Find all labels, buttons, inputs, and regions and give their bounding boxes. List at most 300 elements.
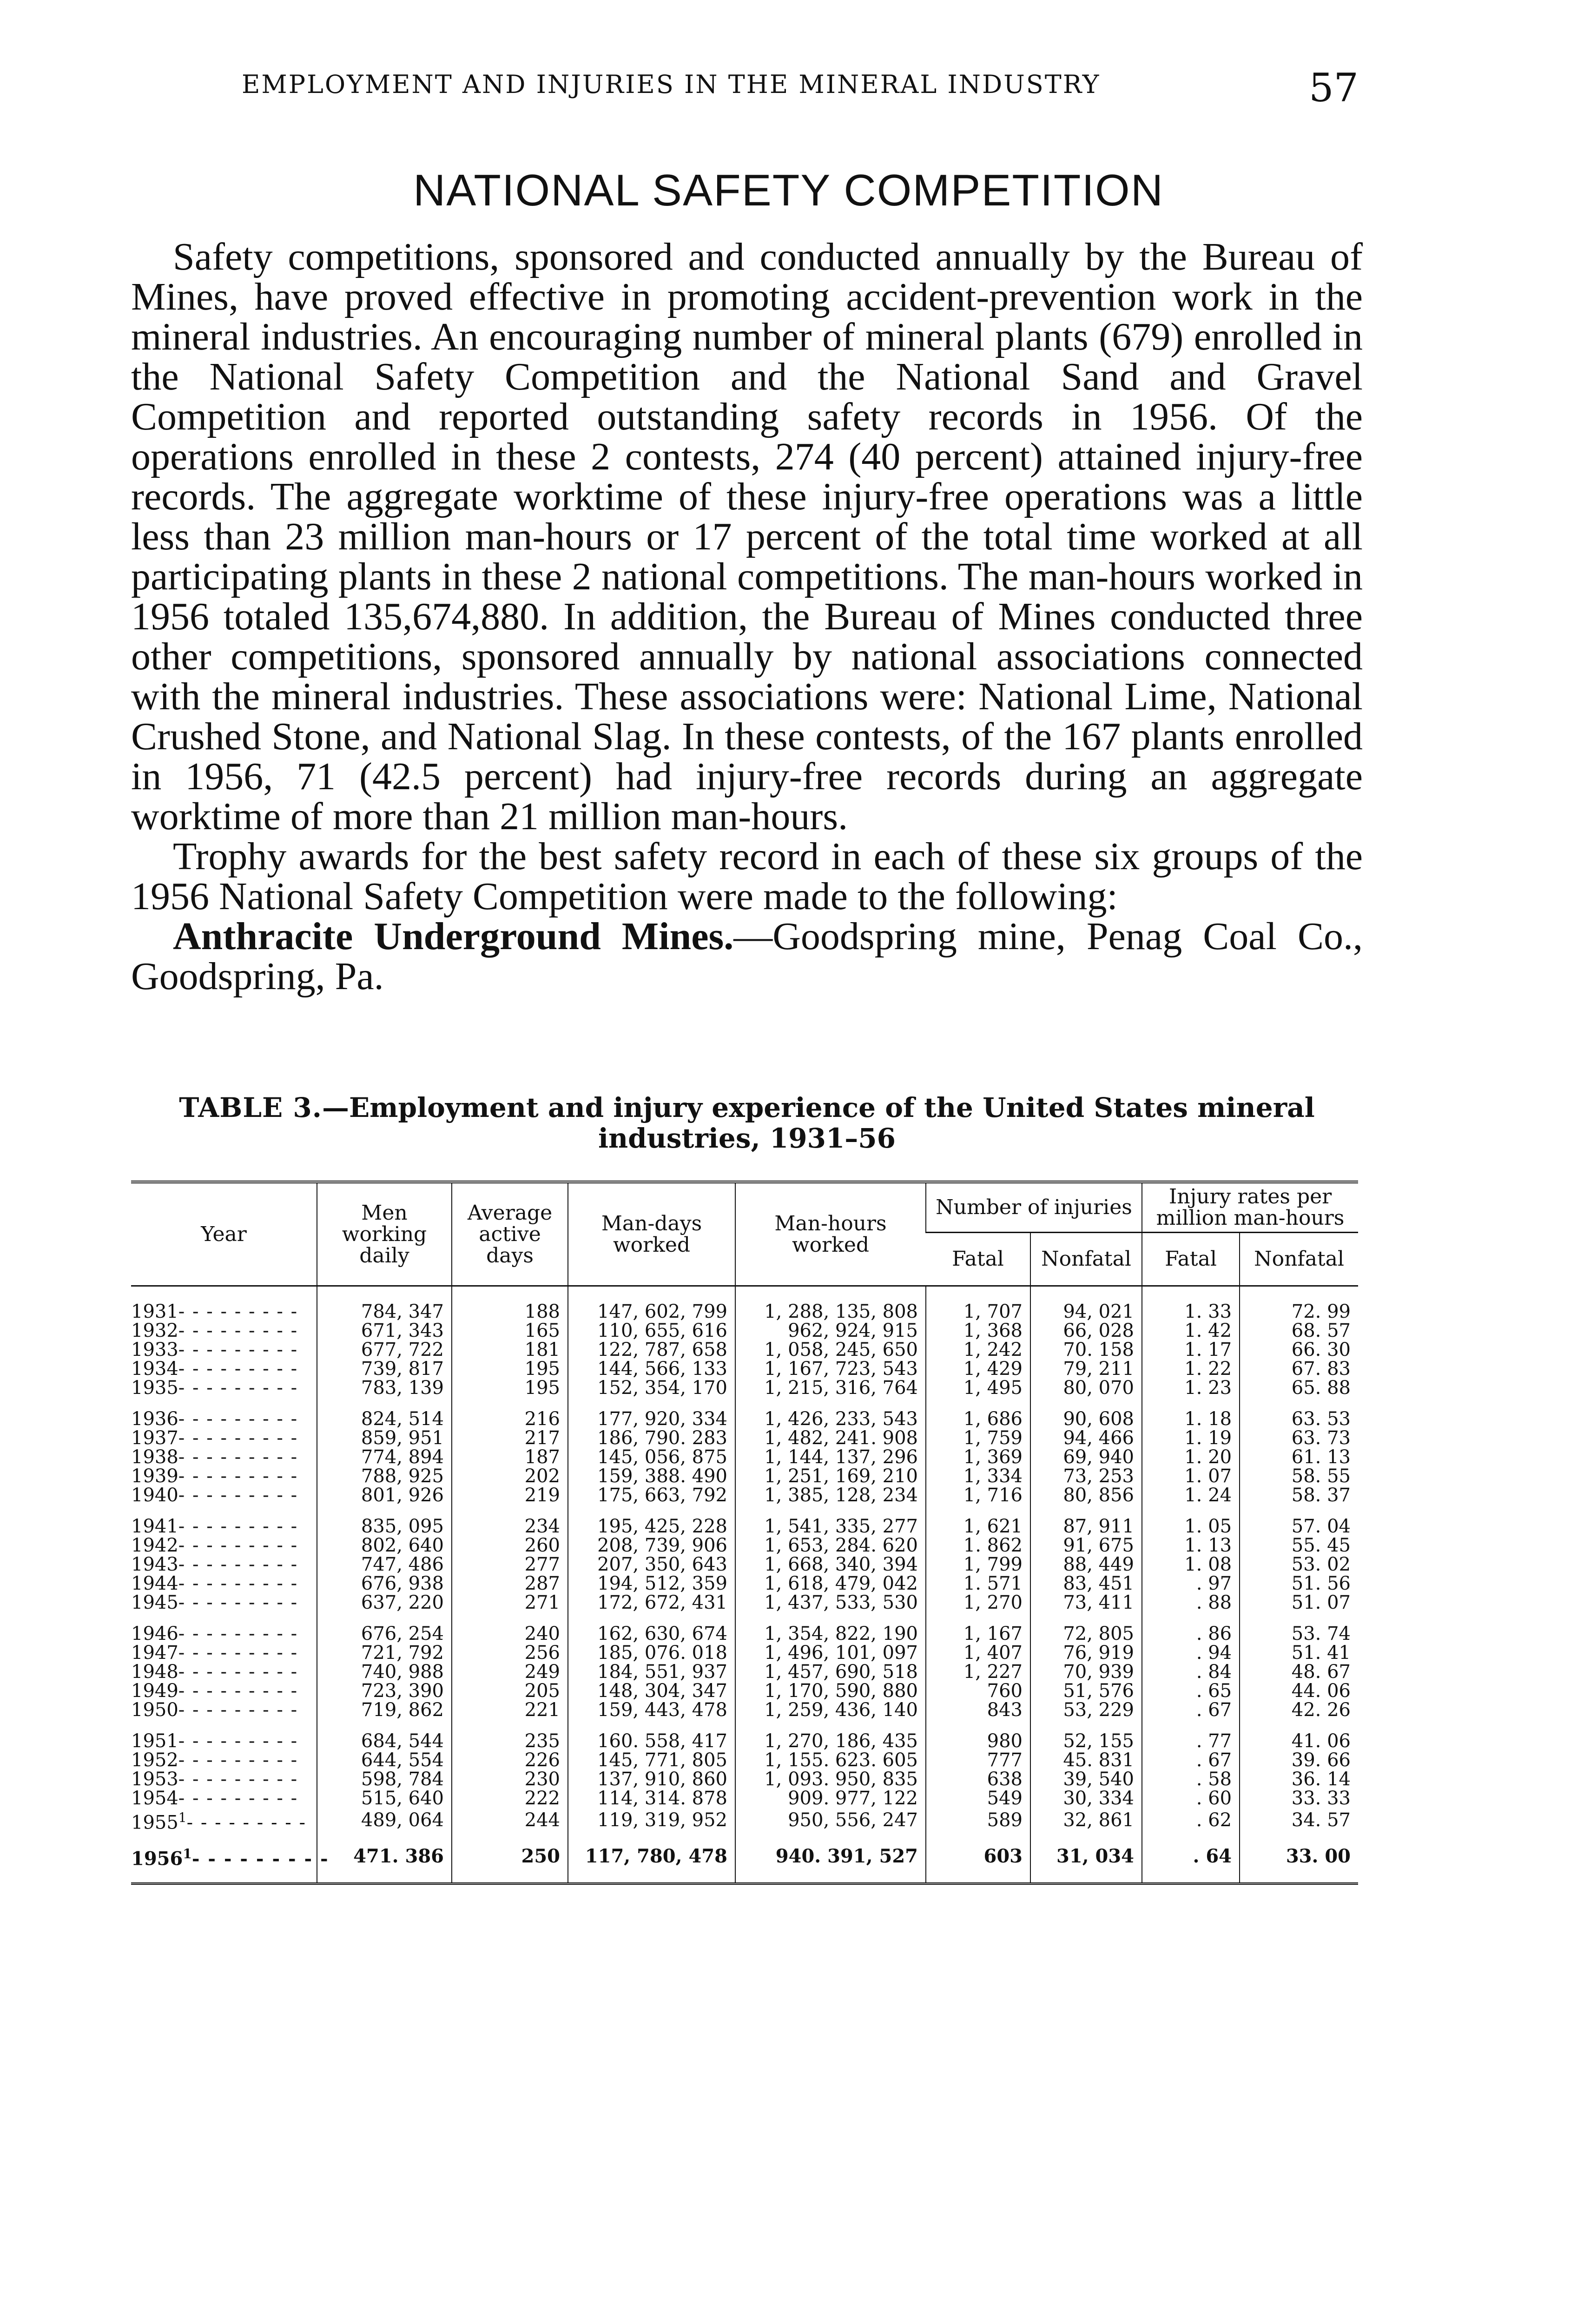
table-row: [131, 1612, 1358, 1644]
cell-nonfatal-injuries: 87, 911: [1030, 1505, 1142, 1536]
cell-year: 1952- - - - - - - - -: [131, 1750, 298, 1771]
cell-active-days: 271: [452, 1593, 568, 1612]
cell-fatal-rate: . 62: [1142, 1808, 1240, 1832]
cell-men-working: 835, 095: [317, 1505, 452, 1536]
cell-nonfatal-rate: 42. 26: [1240, 1701, 1358, 1720]
cell-active-days: 221: [452, 1701, 568, 1720]
table-row: [131, 1808, 1358, 1832]
year-label: 1935: [131, 1377, 178, 1399]
table-caption-text: —Employment and injury experience of the United States mineral industries, 1931–56: [322, 1092, 1315, 1154]
cell-active-days: 240: [452, 1612, 568, 1644]
cell-year: 1956$^1$- - - - - - - - -: [131, 1846, 329, 1870]
table-row: [131, 1682, 1358, 1701]
col-rate-fatal: Fatal: [1142, 1233, 1240, 1286]
year-label: 1945: [131, 1592, 178, 1613]
cell-year: 1940- - - - - - - - -: [131, 1485, 298, 1506]
cell-man-hours: 962, 924, 915: [735, 1321, 926, 1340]
col-injury-rates: Injury rates per million man-hours: [1142, 1182, 1358, 1233]
cell-man-days: 185, 076. 018: [568, 1644, 735, 1663]
footnote-marker: 1: [183, 1846, 192, 1862]
cell-year: 1951- - - - - - - - -: [131, 1730, 298, 1752]
cell-men-working: 719, 862: [317, 1701, 452, 1720]
cell-men-working: 747, 486: [317, 1555, 452, 1574]
cell-nonfatal-injuries: 72, 805: [1030, 1612, 1142, 1644]
cell-men-working: 721, 792: [317, 1644, 452, 1663]
cell-man-days: 144, 566, 133: [568, 1360, 735, 1379]
table-number: TABLE 3.: [179, 1092, 322, 1123]
cell-fatal-injuries: 1, 407: [926, 1644, 1030, 1663]
cell-year: 1946- - - - - - - - -: [131, 1623, 298, 1644]
cell-active-days: 226: [452, 1751, 568, 1770]
cell-man-days: 147, 602, 799: [568, 1286, 735, 1322]
year-label: 1947: [131, 1642, 178, 1664]
cell-fatal-injuries: 549: [926, 1789, 1030, 1808]
cell-active-days: 188: [452, 1286, 568, 1322]
cell-active-days: 205: [452, 1682, 568, 1701]
cell-men-working: 802, 640: [317, 1536, 452, 1555]
cell-man-days: 207, 350, 643: [568, 1555, 735, 1574]
cell-man-hours: 909. 977, 122: [735, 1789, 926, 1808]
table-row: [131, 1574, 1358, 1593]
table-row: [131, 1448, 1358, 1467]
year-label: 1946: [131, 1623, 178, 1644]
cell-year: 1948- - - - - - - - -: [131, 1661, 298, 1683]
cell-fatal-rate: . 84: [1142, 1663, 1240, 1682]
table-caption: [131, 1092, 1363, 1154]
cell-nonfatal-injuries: 45. 831: [1030, 1751, 1142, 1770]
cell-men-working: 676, 254: [317, 1612, 452, 1644]
cell-man-hours: 1, 170, 590, 880: [735, 1682, 926, 1701]
table-body: [131, 1286, 1358, 1884]
cell-fatal-injuries: 980: [926, 1720, 1030, 1751]
table-row: [131, 1751, 1358, 1770]
cell-nonfatal-injuries: 70. 158: [1030, 1340, 1142, 1360]
table-row: [131, 1720, 1358, 1751]
cell-men-working: 824, 514: [317, 1398, 452, 1429]
cell-active-days: 256: [452, 1644, 568, 1663]
cell-year: 1949- - - - - - - - -: [131, 1680, 298, 1702]
cell-fatal-rate: . 65: [1142, 1682, 1240, 1701]
cell-men-working: 723, 390: [317, 1682, 452, 1701]
cell-year: 1950- - - - - - - - -: [131, 1699, 298, 1721]
cell-year: 1942- - - - - - - - -: [131, 1535, 298, 1556]
cell-nonfatal-rate: 41. 06: [1240, 1720, 1358, 1751]
year-label: 1951: [131, 1730, 178, 1752]
cell-year: 1932- - - - - - - - -: [131, 1320, 298, 1341]
cell-nonfatal-injuries: 80, 856: [1030, 1486, 1142, 1505]
cell-man-days: 152, 354, 170: [568, 1379, 735, 1398]
year-label: 1931: [131, 1301, 178, 1322]
cell-men-working: 471. 386: [317, 1832, 452, 1883]
cell-men-working: 644, 554: [317, 1751, 452, 1770]
cell-active-days: 216: [452, 1398, 568, 1429]
page-number: 57: [1309, 65, 1359, 111]
cell-fatal-injuries: 1, 621: [926, 1505, 1030, 1536]
year-label: 1950: [131, 1699, 178, 1721]
col-injuries-fatal: Fatal: [926, 1233, 1030, 1286]
cell-nonfatal-injuries: 70, 939: [1030, 1663, 1142, 1682]
cell-man-hours: 1, 437, 533, 530: [735, 1593, 926, 1612]
cell-nonfatal-rate: 36. 14: [1240, 1770, 1358, 1789]
cell-nonfatal-rate: 33. 00: [1240, 1832, 1358, 1883]
cell-nonfatal-injuries: 53, 229: [1030, 1701, 1142, 1720]
paragraph-1: Safety competitions, sponsored and conducted annually by the Bureau of Mines, have proved effective in promoting accident-prevention work in the mineral industries. An encouraging number of mineral plants (679) enrolled in the National Safety Competition and the National Sand and Gravel Competition and reported outstanding safety records in 1956. Of the operations enrolled in these 2 contests, 274 (40 percent) attained injury-free records. The aggregate worktime of these injury-free operations was a little less than 23 million man-hours or 17 percent of the total time worked at all participating plants in these 2 national competitions. The man-hours worked in 1956 totaled 135,674,880. In addition, the Bureau of Mines conducted three other competitions, sponsored annually by national associations connected with the mineral industries. These associations were: National Lime, National Crushed Stone, and National Slag. In these contests, of the 167 plants enrolled in 1956, 71 (42.5 percent) had injury-free records during an aggregate worktime of more than 21 million man-hours.: [131, 235, 1363, 838]
cell-men-working: 676, 938: [317, 1574, 452, 1593]
table-row: [131, 1340, 1358, 1360]
cell-fatal-rate: 1. 19: [1142, 1429, 1240, 1448]
cell-nonfatal-rate: 58. 55: [1240, 1467, 1358, 1486]
table-row: [131, 1360, 1358, 1379]
cell-fatal-rate: 1. 18: [1142, 1398, 1240, 1429]
cell-year: 1938- - - - - - - - -: [131, 1446, 298, 1468]
cell-fatal-injuries: 589: [926, 1808, 1030, 1832]
cell-fatal-rate: 1. 08: [1142, 1555, 1240, 1574]
cell-nonfatal-rate: 33. 33: [1240, 1789, 1358, 1808]
cell-fatal-rate: 1. 23: [1142, 1379, 1240, 1398]
year-label: 1934: [131, 1358, 178, 1380]
body-text: [131, 237, 1363, 997]
cell-man-hours: 1, 541, 335, 277: [735, 1505, 926, 1536]
cell-man-hours: 1, 167, 723, 543: [735, 1360, 926, 1379]
cell-year: 1947- - - - - - - - -: [131, 1642, 298, 1664]
table-row: [131, 1593, 1358, 1612]
cell-men-working: 783, 139: [317, 1379, 452, 1398]
table-row: [131, 1429, 1358, 1448]
table-header-row: [131, 1182, 1358, 1233]
col-man-days-worked: Man-days worked: [568, 1182, 735, 1286]
table-row: [131, 1832, 1358, 1883]
cell-nonfatal-injuries: 66, 028: [1030, 1321, 1142, 1340]
table-row: [131, 1467, 1358, 1486]
year-label: 1940: [131, 1485, 178, 1506]
footnote-marker: 1: [178, 1810, 187, 1825]
cell-fatal-rate: . 60: [1142, 1789, 1240, 1808]
cell-fatal-injuries: 1, 334: [926, 1467, 1030, 1486]
col-man-hours-worked: Man-hours worked: [735, 1182, 926, 1286]
cell-nonfatal-rate: 34. 57: [1240, 1808, 1358, 1832]
cell-nonfatal-rate: 57. 04: [1240, 1505, 1358, 1536]
cell-nonfatal-rate: 51. 41: [1240, 1644, 1358, 1663]
col-injuries-nonfatal: Nonfatal: [1030, 1233, 1142, 1286]
cell-active-days: 187: [452, 1448, 568, 1467]
cell-year: 1955$^1$- - - - - - - - -: [131, 1810, 306, 1834]
cell-man-hours: 1, 215, 316, 764: [735, 1379, 926, 1398]
table-row: [131, 1398, 1358, 1429]
cell-active-days: 249: [452, 1663, 568, 1682]
cell-fatal-injuries: 1, 167: [926, 1612, 1030, 1644]
cell-fatal-rate: . 86: [1142, 1612, 1240, 1644]
year-label: 1954: [131, 1788, 178, 1809]
cell-fatal-injuries: 1, 227: [926, 1663, 1030, 1682]
cell-year: 1943- - - - - - - - -: [131, 1554, 298, 1575]
cell-fatal-injuries: 1, 686: [926, 1398, 1030, 1429]
cell-fatal-injuries: 1, 799: [926, 1555, 1030, 1574]
cell-men-working: 788, 925: [317, 1467, 452, 1486]
cell-fatal-rate: 1. 17: [1142, 1340, 1240, 1360]
cell-fatal-injuries: 843: [926, 1701, 1030, 1720]
cell-fatal-rate: . 97: [1142, 1574, 1240, 1593]
cell-men-working: 671, 343: [317, 1321, 452, 1340]
cell-nonfatal-rate: 68. 57: [1240, 1321, 1358, 1340]
year-label: 1936: [131, 1408, 178, 1430]
cell-fatal-rate: 1. 07: [1142, 1467, 1240, 1486]
cell-nonfatal-injuries: 39, 540: [1030, 1770, 1142, 1789]
award-label: Anthracite Underground Mines.: [173, 915, 734, 958]
cell-man-days: 160. 558, 417: [568, 1720, 735, 1751]
year-label: 1933: [131, 1339, 178, 1360]
cell-man-days: 184, 551, 937: [568, 1663, 735, 1682]
cell-nonfatal-rate: 39. 66: [1240, 1751, 1358, 1770]
cell-nonfatal-injuries: 94, 021: [1030, 1286, 1142, 1322]
cell-man-hours: 940. 391, 527: [735, 1832, 926, 1883]
cell-fatal-rate: . 67: [1142, 1751, 1240, 1770]
cell-man-hours: 1, 653, 284. 620: [735, 1536, 926, 1555]
col-average-active-days: Average active days: [452, 1182, 568, 1286]
cell-man-hours: 1, 058, 245, 650: [735, 1340, 926, 1360]
cell-men-working: 677, 722: [317, 1340, 452, 1360]
year-label: 1953: [131, 1769, 178, 1790]
cell-fatal-injuries: 638: [926, 1770, 1030, 1789]
cell-man-days: 186, 790. 283: [568, 1429, 735, 1448]
cell-men-working: 859, 951: [317, 1429, 452, 1448]
cell-man-hours: 1, 093. 950, 835: [735, 1770, 926, 1789]
year-label: 1956: [131, 1848, 183, 1870]
cell-man-days: 208, 739, 906: [568, 1536, 735, 1555]
cell-man-days: 159, 388. 490: [568, 1467, 735, 1486]
year-label: 1955: [131, 1812, 178, 1834]
year-label: 1932: [131, 1320, 178, 1341]
cell-man-days: 194, 512, 359: [568, 1574, 735, 1593]
cell-man-hours: 1, 426, 233, 543: [735, 1398, 926, 1429]
cell-year: 1933- - - - - - - - -: [131, 1339, 298, 1360]
cell-man-hours: 1, 668, 340, 394: [735, 1555, 926, 1574]
cell-fatal-rate: . 94: [1142, 1644, 1240, 1663]
cell-man-days: 145, 771, 805: [568, 1751, 735, 1770]
cell-man-days: 110, 655, 616: [568, 1321, 735, 1340]
cell-nonfatal-injuries: 91, 675: [1030, 1536, 1142, 1555]
cell-active-days: 202: [452, 1467, 568, 1486]
year-label: 1942: [131, 1535, 178, 1556]
cell-year: 1945- - - - - - - - -: [131, 1592, 298, 1613]
cell-nonfatal-injuries: 69, 940: [1030, 1448, 1142, 1467]
cell-fatal-injuries: 1, 429: [926, 1360, 1030, 1379]
cell-man-days: 172, 672, 431: [568, 1593, 735, 1612]
cell-fatal-injuries: 603: [926, 1832, 1030, 1883]
cell-nonfatal-injuries: 52, 155: [1030, 1720, 1142, 1751]
cell-man-days: 162, 630, 674: [568, 1612, 735, 1644]
cell-men-working: 739, 817: [317, 1360, 452, 1379]
cell-men-working: 515, 640: [317, 1789, 452, 1808]
cell-nonfatal-rate: 58. 37: [1240, 1486, 1358, 1505]
cell-man-days: 117, 780, 478: [568, 1832, 735, 1883]
cell-active-days: 181: [452, 1340, 568, 1360]
cell-nonfatal-injuries: 31, 034: [1030, 1832, 1142, 1883]
cell-year: 1941- - - - - - - - -: [131, 1516, 298, 1537]
cell-fatal-rate: 1. 24: [1142, 1486, 1240, 1505]
cell-nonfatal-injuries: 51, 576: [1030, 1682, 1142, 1701]
cell-nonfatal-rate: 44. 06: [1240, 1682, 1358, 1701]
cell-active-days: 250: [452, 1832, 568, 1883]
cell-man-hours: 1, 457, 690, 518: [735, 1663, 926, 1682]
cell-fatal-rate: 1. 13: [1142, 1536, 1240, 1555]
cell-men-working: 740, 988: [317, 1663, 452, 1682]
cell-man-days: 175, 663, 792: [568, 1486, 735, 1505]
table-row: [131, 1770, 1358, 1789]
table-row: [131, 1555, 1358, 1574]
cell-man-hours: 1, 259, 436, 140: [735, 1701, 926, 1720]
running-head: EMPLOYMENT AND INJURIES IN THE MINERAL INDUSTRY: [242, 70, 1101, 99]
cell-men-working: 784, 347: [317, 1286, 452, 1322]
cell-fatal-injuries: 1, 270: [926, 1593, 1030, 1612]
cell-nonfatal-rate: 48. 67: [1240, 1663, 1358, 1682]
award-entry: [131, 917, 1363, 997]
cell-nonfatal-injuries: 83, 451: [1030, 1574, 1142, 1593]
cell-man-hours: 1, 496, 101, 097: [735, 1644, 926, 1663]
cell-fatal-rate: . 67: [1142, 1701, 1240, 1720]
cell-fatal-injuries: 1. 571: [926, 1574, 1030, 1593]
cell-nonfatal-rate: 65. 88: [1240, 1379, 1358, 1398]
cell-nonfatal-rate: 55. 45: [1240, 1536, 1358, 1555]
cell-fatal-rate: 1. 05: [1142, 1505, 1240, 1536]
cell-fatal-injuries: 1, 242: [926, 1340, 1030, 1360]
year-label: 1949: [131, 1680, 178, 1702]
cell-active-days: 244: [452, 1808, 568, 1832]
cell-year: 1936- - - - - - - - -: [131, 1408, 298, 1430]
cell-fatal-rate: 1. 20: [1142, 1448, 1240, 1467]
cell-nonfatal-injuries: 88, 449: [1030, 1555, 1142, 1574]
cell-year: 1934- - - - - - - - -: [131, 1358, 298, 1380]
cell-nonfatal-rate: 63. 53: [1240, 1398, 1358, 1429]
cell-men-working: 774, 894: [317, 1448, 452, 1467]
cell-fatal-injuries: 1, 707: [926, 1286, 1030, 1322]
col-rate-nonfatal: Nonfatal: [1240, 1233, 1358, 1286]
cell-fatal-injuries: 1, 716: [926, 1486, 1030, 1505]
award-text: —Goodspring mine, Penag Coal Co., Goodspring, Pa.: [131, 915, 1363, 998]
year-label: 1937: [131, 1427, 178, 1449]
cell-man-hours: 1, 251, 169, 210: [735, 1467, 926, 1486]
table-row: [131, 1286, 1358, 1322]
cell-active-days: 195: [452, 1379, 568, 1398]
cell-nonfatal-injuries: 30, 334: [1030, 1789, 1142, 1808]
cell-men-working: 489, 064: [317, 1808, 452, 1832]
cell-men-working: 684, 544: [317, 1720, 452, 1751]
cell-year: 1937- - - - - - - - -: [131, 1427, 298, 1449]
year-label: 1944: [131, 1573, 178, 1594]
cell-man-days: 159, 443, 478: [568, 1701, 735, 1720]
cell-nonfatal-injuries: 79, 211: [1030, 1360, 1142, 1379]
cell-nonfatal-rate: 51. 07: [1240, 1593, 1358, 1612]
cell-fatal-injuries: 1. 862: [926, 1536, 1030, 1555]
table-row: [131, 1789, 1358, 1808]
cell-active-days: 222: [452, 1789, 568, 1808]
cell-fatal-rate: . 77: [1142, 1720, 1240, 1751]
cell-man-hours: 1, 618, 479, 042: [735, 1574, 926, 1593]
cell-nonfatal-rate: 53. 74: [1240, 1612, 1358, 1644]
cell-active-days: 235: [452, 1720, 568, 1751]
year-label: 1952: [131, 1750, 178, 1771]
cell-fatal-rate: 1. 22: [1142, 1360, 1240, 1379]
col-year: Year: [131, 1182, 317, 1286]
year-label: 1948: [131, 1661, 178, 1683]
table-row: [131, 1321, 1358, 1340]
cell-nonfatal-rate: 72. 99: [1240, 1286, 1358, 1322]
cell-man-days: 148, 304, 347: [568, 1682, 735, 1701]
cell-year: 1935- - - - - - - - -: [131, 1377, 298, 1399]
cell-man-days: 177, 920, 334: [568, 1398, 735, 1429]
cell-fatal-injuries: 1, 369: [926, 1448, 1030, 1467]
injury-table: [131, 1181, 1358, 1885]
cell-men-working: 801, 926: [317, 1486, 452, 1505]
paragraph-2: Trophy awards for the best safety record in each of these six groups of the 1956 National Safety Competition were made to the following:: [131, 835, 1363, 918]
year-label: 1938: [131, 1446, 178, 1468]
cell-fatal-injuries: 777: [926, 1751, 1030, 1770]
year-label: 1941: [131, 1516, 178, 1537]
cell-men-working: 637, 220: [317, 1593, 452, 1612]
cell-men-working: 598, 784: [317, 1770, 452, 1789]
cell-fatal-injuries: 760: [926, 1682, 1030, 1701]
cell-year: 1944- - - - - - - - -: [131, 1573, 298, 1594]
cell-man-hours: 1, 144, 137, 296: [735, 1448, 926, 1467]
cell-fatal-rate: . 88: [1142, 1593, 1240, 1612]
col-number-of-injuries: Number of injuries: [926, 1182, 1142, 1233]
table-row: [131, 1536, 1358, 1555]
year-label: 1939: [131, 1466, 178, 1487]
cell-nonfatal-rate: 67. 83: [1240, 1360, 1358, 1379]
cell-man-hours: 950, 556, 247: [735, 1808, 926, 1832]
cell-man-days: 137, 910, 860: [568, 1770, 735, 1789]
cell-active-days: 195: [452, 1360, 568, 1379]
cell-man-hours: 1, 354, 822, 190: [735, 1612, 926, 1644]
cell-year: 1954- - - - - - - - -: [131, 1788, 298, 1809]
cell-man-hours: 1, 155. 623. 605: [735, 1751, 926, 1770]
cell-nonfatal-rate: 66. 30: [1240, 1340, 1358, 1360]
cell-man-hours: 1, 270, 186, 435: [735, 1720, 926, 1751]
cell-man-days: 195, 425, 228: [568, 1505, 735, 1536]
cell-active-days: 230: [452, 1770, 568, 1789]
cell-nonfatal-injuries: 90, 608: [1030, 1398, 1142, 1429]
cell-nonfatal-injuries: 32, 861: [1030, 1808, 1142, 1832]
cell-nonfatal-rate: 53. 02: [1240, 1555, 1358, 1574]
cell-man-hours: 1, 482, 241. 908: [735, 1429, 926, 1448]
cell-fatal-rate: 1. 42: [1142, 1321, 1240, 1340]
cell-active-days: 219: [452, 1486, 568, 1505]
cell-active-days: 217: [452, 1429, 568, 1448]
cell-man-days: 114, 314. 878: [568, 1789, 735, 1808]
cell-year: 1931- - - - - - - - -: [131, 1301, 298, 1322]
cell-fatal-injuries: 1, 495: [926, 1379, 1030, 1398]
table-row: [131, 1663, 1358, 1682]
cell-man-hours: 1, 288, 135, 808: [735, 1286, 926, 1322]
cell-fatal-rate: . 64: [1142, 1832, 1240, 1883]
cell-active-days: 234: [452, 1505, 568, 1536]
cell-fatal-injuries: 1, 759: [926, 1429, 1030, 1448]
table-row: [131, 1701, 1358, 1720]
cell-year: 1953- - - - - - - - -: [131, 1769, 298, 1790]
cell-nonfatal-injuries: 73, 411: [1030, 1593, 1142, 1612]
table-row: [131, 1486, 1358, 1505]
cell-man-hours: 1, 385, 128, 234: [735, 1486, 926, 1505]
section-title: NATIONAL SAFETY COMPETITION: [413, 165, 1164, 215]
cell-fatal-injuries: 1, 368: [926, 1321, 1030, 1340]
cell-nonfatal-rate: 63. 73: [1240, 1429, 1358, 1448]
cell-fatal-rate: . 58: [1142, 1770, 1240, 1789]
table-row: [131, 1505, 1358, 1536]
cell-man-days: 122, 787, 658: [568, 1340, 735, 1360]
cell-active-days: 277: [452, 1555, 568, 1574]
cell-nonfatal-injuries: 80, 070: [1030, 1379, 1142, 1398]
cell-active-days: 165: [452, 1321, 568, 1340]
cell-nonfatal-injuries: 73, 253: [1030, 1467, 1142, 1486]
